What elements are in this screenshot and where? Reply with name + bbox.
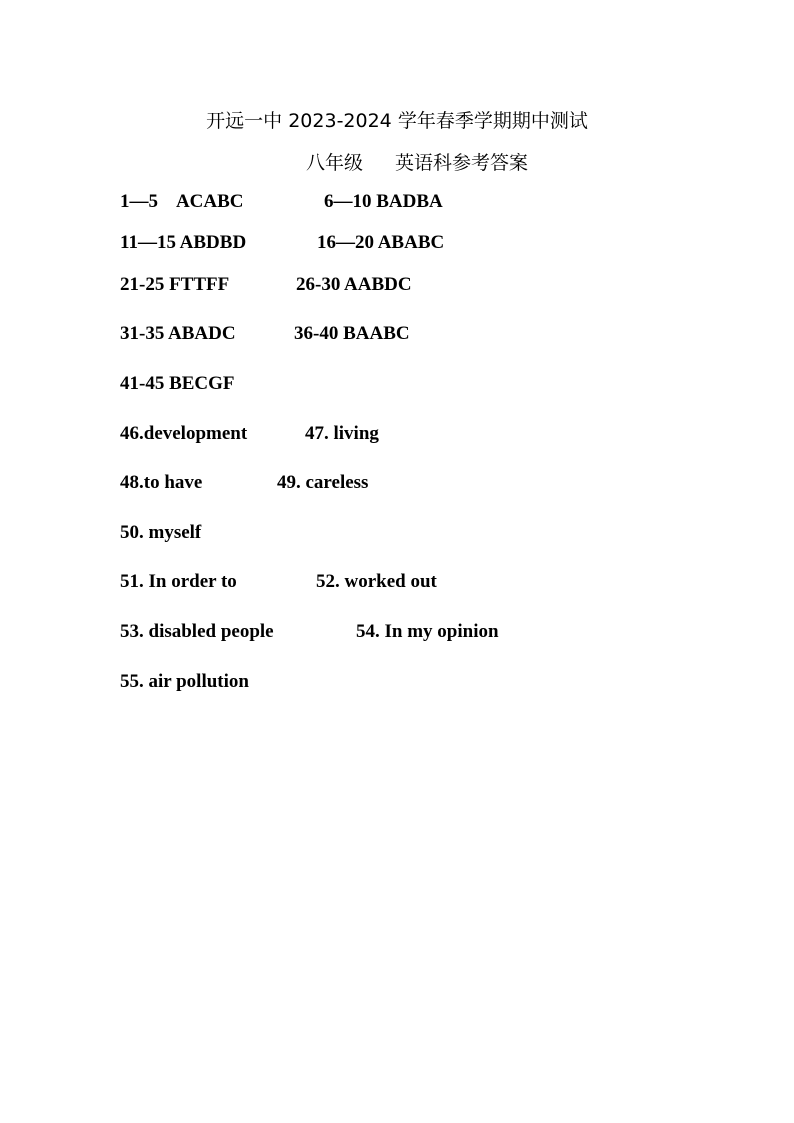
answer-group: 26-30 AABDC	[296, 274, 412, 295]
answer-group: 31-35 ABADC	[120, 323, 236, 344]
page-subtitle	[20, 148, 794, 175]
answer-row	[120, 473, 368, 492]
answer-row	[120, 324, 410, 343]
answer-row	[120, 523, 201, 542]
answer-row	[120, 233, 444, 252]
answer-group: 11—15 ABDBD	[120, 232, 247, 253]
answer-group: 46.development	[120, 423, 248, 444]
answer-row	[120, 572, 437, 591]
answer-group: 50. myself	[120, 522, 202, 543]
answer-row	[120, 622, 499, 641]
answer-row	[120, 672, 249, 691]
answer-group: 52. worked out	[316, 571, 437, 592]
answer-group: 47. living	[305, 423, 379, 444]
answer-group: 51. In order to	[120, 571, 237, 592]
answer-group: 6—10 BADBA	[324, 191, 443, 212]
answer-row	[120, 275, 412, 294]
answer-group: 21-25 FTTFF	[120, 274, 230, 295]
answer-group: 16—20 ABABC	[317, 232, 445, 253]
answer-row	[120, 374, 235, 393]
answer-group: 1—5 ACABC	[120, 191, 244, 212]
answer-group: 53. disabled people	[120, 621, 274, 642]
answer-row	[120, 192, 443, 211]
answer-group: 36-40 BAABC	[294, 323, 410, 344]
answer-group: 55. air pollution	[120, 671, 249, 692]
answer-row	[120, 424, 379, 443]
page-title: 开远一中 2023-2024 学年春季学期期中测试	[206, 110, 588, 132]
subject-label: 英语科参考答案	[395, 152, 529, 174]
answer-group: 48.to have	[120, 472, 203, 493]
grade-label: 八年级	[305, 152, 363, 174]
answer-group: 41-45 BECGF	[120, 373, 235, 394]
answer-group: 54. In my opinion	[356, 621, 499, 642]
answer-group: 49. careless	[277, 472, 369, 493]
